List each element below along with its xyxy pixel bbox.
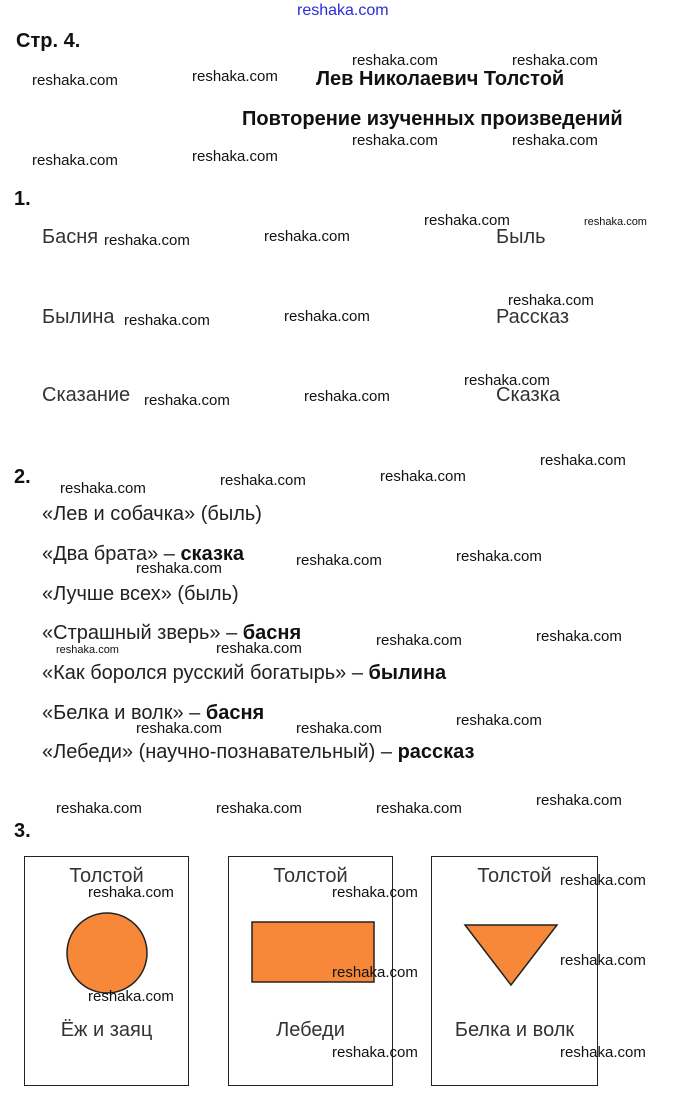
watermark: reshaka.com <box>380 468 466 485</box>
watermark: reshaka.com <box>332 964 418 981</box>
watermark: reshaka.com <box>136 560 222 577</box>
genre-byl: Быль <box>496 226 546 248</box>
watermark: reshaka.com <box>220 472 306 489</box>
watermark: reshaka.com <box>284 308 370 325</box>
work-line <box>42 503 262 526</box>
work-text: «Белка и волк» – <box>42 702 206 724</box>
work-line <box>42 662 446 685</box>
card-title: Лебеди <box>276 1019 345 1041</box>
top-watermark: reshaka.com <box>297 2 389 19</box>
card-title: Ёж и заяц <box>60 1019 153 1041</box>
work-line <box>42 583 239 606</box>
work-answer: сказка <box>180 543 245 565</box>
watermark: reshaka.com <box>424 212 510 229</box>
author-title: Лев Николаевич Толстой <box>316 68 565 90</box>
card-author: Толстой <box>273 865 348 887</box>
work-text: «Лучше всех» (быль) <box>42 583 239 605</box>
watermark: reshaka.com <box>216 640 302 657</box>
work-text: «Страшный зверь» – <box>42 622 243 644</box>
watermark: reshaka.com <box>456 548 542 565</box>
watermark: reshaka.com <box>192 68 278 85</box>
watermark: reshaka.com <box>512 52 598 69</box>
watermark: reshaka.com <box>352 52 438 69</box>
work-text: «Лев и собачка» (быль) <box>42 503 262 525</box>
watermark: reshaka.com <box>508 292 594 309</box>
watermark: reshaka.com <box>584 216 647 228</box>
task1-number: 1. <box>14 188 31 210</box>
watermark: reshaka.com <box>560 872 646 889</box>
watermark: reshaka.com <box>332 884 418 901</box>
watermark: reshaka.com <box>88 884 174 901</box>
work-text: «Два брата» – <box>42 543 181 565</box>
watermark: reshaka.com <box>60 480 146 497</box>
card-author: Толстой <box>69 865 144 887</box>
genre-bylina: Былина <box>42 306 115 328</box>
watermark: reshaka.com <box>560 1044 646 1061</box>
genre-basnya: Басня <box>42 226 99 248</box>
work-line <box>42 741 474 764</box>
watermark: reshaka.com <box>192 148 278 165</box>
triangle-shape <box>463 923 559 987</box>
section-title: Повторение изученных произведений <box>242 108 623 130</box>
watermark: reshaka.com <box>540 452 626 469</box>
genre-rasskaz: Рассказ <box>496 306 570 328</box>
watermark: reshaka.com <box>56 800 142 817</box>
work-answer: рассказ <box>397 741 475 763</box>
circle-shape <box>65 911 149 995</box>
watermark: reshaka.com <box>32 152 118 169</box>
watermark: reshaka.com <box>216 800 302 817</box>
work-answer: басня <box>242 622 302 644</box>
watermark: reshaka.com <box>376 632 462 649</box>
watermark: reshaka.com <box>332 1044 418 1061</box>
work-text: «Лебеди» (научно-познавательный) – <box>42 741 398 763</box>
watermark: reshaka.com <box>124 312 210 329</box>
watermark: reshaka.com <box>560 952 646 969</box>
task3-number: 3. <box>14 820 31 842</box>
watermark: reshaka.com <box>104 232 190 249</box>
watermark: reshaka.com <box>88 988 174 1005</box>
watermark: reshaka.com <box>296 720 382 737</box>
watermark: reshaka.com <box>352 132 438 149</box>
watermark: reshaka.com <box>264 228 350 245</box>
watermark: reshaka.com <box>304 388 390 405</box>
genre-skazanie: Сказание <box>42 384 131 406</box>
watermark: reshaka.com <box>136 720 222 737</box>
watermark: reshaka.com <box>56 644 119 656</box>
watermark: reshaka.com <box>144 392 230 409</box>
watermark: reshaka.com <box>464 372 550 389</box>
watermark: reshaka.com <box>296 552 382 569</box>
watermark: reshaka.com <box>456 712 542 729</box>
work-text: «Как боролся русский богатырь» – <box>42 662 369 684</box>
watermark: reshaka.com <box>32 72 118 89</box>
card-title: Белка и волк <box>454 1019 575 1041</box>
watermark: reshaka.com <box>536 628 622 645</box>
card-author: Толстой <box>477 865 552 887</box>
watermark: reshaka.com <box>512 132 598 149</box>
genre-skazka: Сказка <box>496 384 561 406</box>
work-answer: былина <box>368 662 447 684</box>
page-label: Стр. 4. <box>16 30 81 52</box>
watermark: reshaka.com <box>376 800 462 817</box>
task2-number: 2. <box>14 466 31 488</box>
watermark: reshaka.com <box>536 792 622 809</box>
work-answer: басня <box>205 702 265 724</box>
